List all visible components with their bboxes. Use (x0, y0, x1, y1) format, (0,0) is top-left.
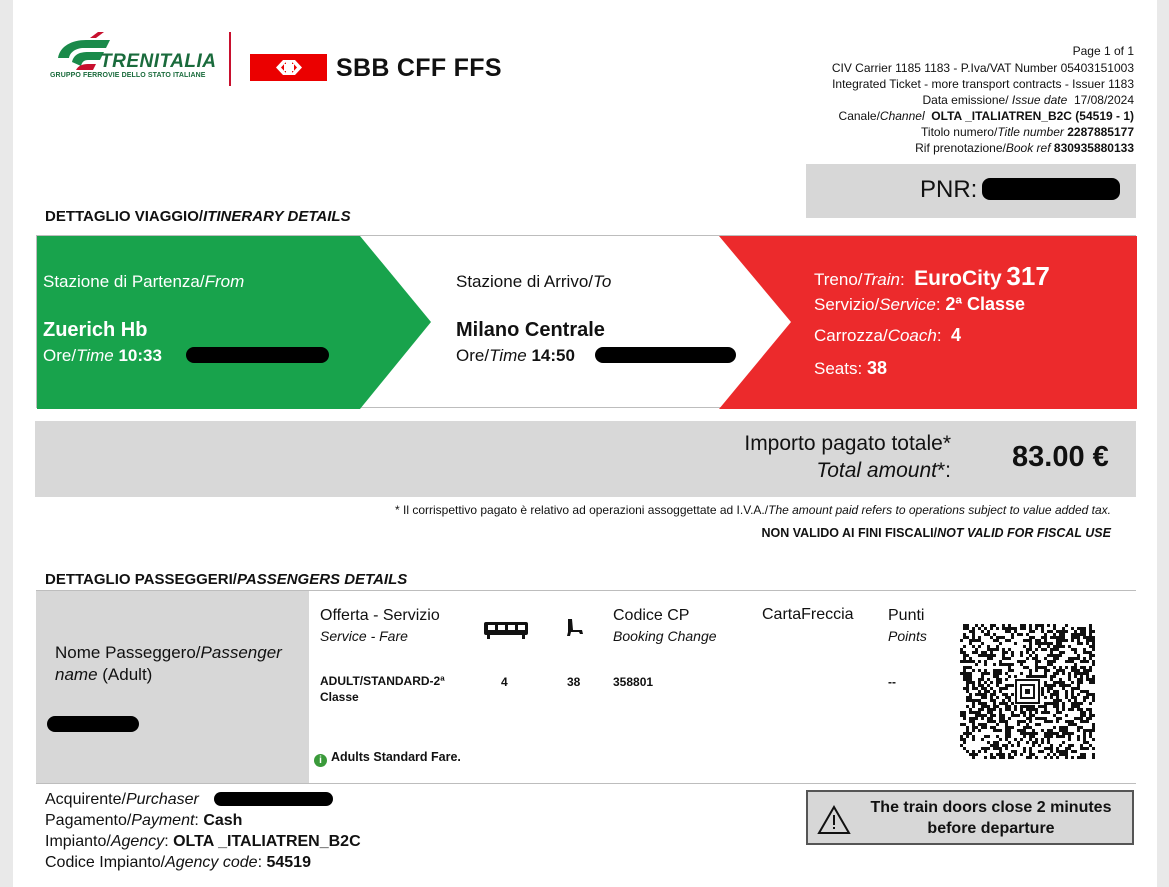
passenger-name-label: Nome Passeggero/Passenger name (Adult) (55, 643, 282, 684)
col-cp-en: Booking Change (613, 628, 717, 644)
title-number-line: Titolo numero/Title number 2287885177 (921, 125, 1134, 139)
sbb-logo (250, 54, 327, 81)
to-time: Ore/Time 14:50 (456, 346, 575, 365)
cp-value: 358801 (613, 675, 654, 689)
payment-line: Pagamento/Payment: Cash (45, 812, 243, 829)
col-points-it: Punti (888, 607, 925, 624)
col-offer-it: Offerta - Servizio (320, 607, 440, 624)
trenitalia-subtitle: GRUPPO FERROVIE DELLO STATO ITALIANE (50, 72, 206, 79)
pnr-redaction (982, 178, 1120, 200)
qr-code (960, 624, 1095, 759)
points-value: -- (888, 675, 896, 689)
page-left-edge (0, 0, 13, 887)
col-points-en: Points (888, 628, 927, 644)
passenger-name-box (36, 591, 309, 783)
from-date-redaction (186, 347, 329, 363)
amount-value: 83.00 € (1012, 441, 1109, 473)
agency-code-line: Codice Impianto/Agency code: 54519 (45, 854, 311, 871)
warning-icon (816, 804, 852, 836)
page-number: Page 1 of 1 (1072, 44, 1134, 58)
logo-separator (229, 32, 231, 86)
issue-date-line: Data emissione/ Issue date 17/08/2024 (922, 93, 1134, 107)
integrated-line: Integrated Ticket - more transport contracts - Issuer 1183 (832, 77, 1134, 91)
page-right-edge (1157, 0, 1169, 887)
offer-value: ADULT/STANDARD-2ª Classe (320, 674, 445, 704)
purchaser-line: Acquirente/Purchaser (45, 791, 199, 808)
amount-label-en: Total amount*: (816, 459, 951, 482)
to-station: Milano Centrale (456, 319, 605, 341)
itinerary-title: DETTAGLIO VIAGGIO/ITINERARY DETAILS (45, 208, 351, 225)
amount-label-it: Importo pagato totale* (744, 432, 951, 455)
col-offer-en: Service - Fare (320, 628, 408, 644)
trenitalia-wordmark: TRENITALIA (100, 51, 217, 72)
amount-box (35, 421, 1136, 497)
agency-line: Impianto/Agency: OLTA _ITALIATREN_B2C (45, 833, 361, 850)
coach-line: Carrozza/Coach: 4 (814, 325, 962, 345)
seats-line: Seats: 38 (814, 358, 887, 378)
from-label: Stazione di Partenza/From (43, 272, 245, 291)
fare-note: i Adults Standard Fare. (314, 750, 461, 767)
train-line: Treno/Train: EuroCity 317 (814, 261, 1050, 291)
vat-footnote: * Il corrispettivo pagato è relativo ad operazioni assoggettate ad I.V.A./The amount paid refers to operations subject to value added tax. (394, 503, 1111, 517)
seat-value: 38 (567, 675, 581, 689)
info-icon: i (314, 754, 327, 767)
pnr-label: PNR: (920, 176, 978, 203)
to-label: Stazione di Arrivo/To (456, 272, 612, 291)
channel-line: Canale/Channel OLTA _ITALIATREN_B2C (54519 - 1) (838, 109, 1134, 123)
seat-icon (564, 617, 586, 639)
from-time: Ore/Time 10:33 (43, 346, 162, 365)
bus-coach-icon (483, 620, 529, 640)
carrier-line: CIV Carrier 1185 1183 - P.Iva/VAT Number 05403151003 (831, 61, 1134, 75)
sbb-wordmark: SBB CFF FFS (336, 54, 502, 82)
book-ref-line: Rif prenotazione/Book ref 830935880133 (915, 141, 1134, 155)
not-valid-notice: NON VALIDO AI FINI FISCALI/NOT VALID FOR FISCAL USE (761, 526, 1111, 540)
col-cartafreccia: CartaFreccia (762, 606, 854, 623)
passengers-title: DETTAGLIO PASSEGGERI/PASSENGERS DETAILS (45, 571, 408, 588)
to-date-redaction (595, 347, 736, 363)
from-station: Zuerich Hb (43, 319, 148, 341)
door-warning-text: The train doors close 2 minutes before departure (870, 799, 1112, 837)
passenger-name-redaction (47, 716, 139, 732)
passengers-bottom-rule (36, 783, 1136, 784)
purchaser-redaction (214, 792, 333, 806)
col-cp-it: Codice CP (613, 607, 690, 624)
service-line: Servizio/Service: 2ª Classe (814, 294, 1026, 314)
coach-value: 4 (501, 675, 508, 689)
